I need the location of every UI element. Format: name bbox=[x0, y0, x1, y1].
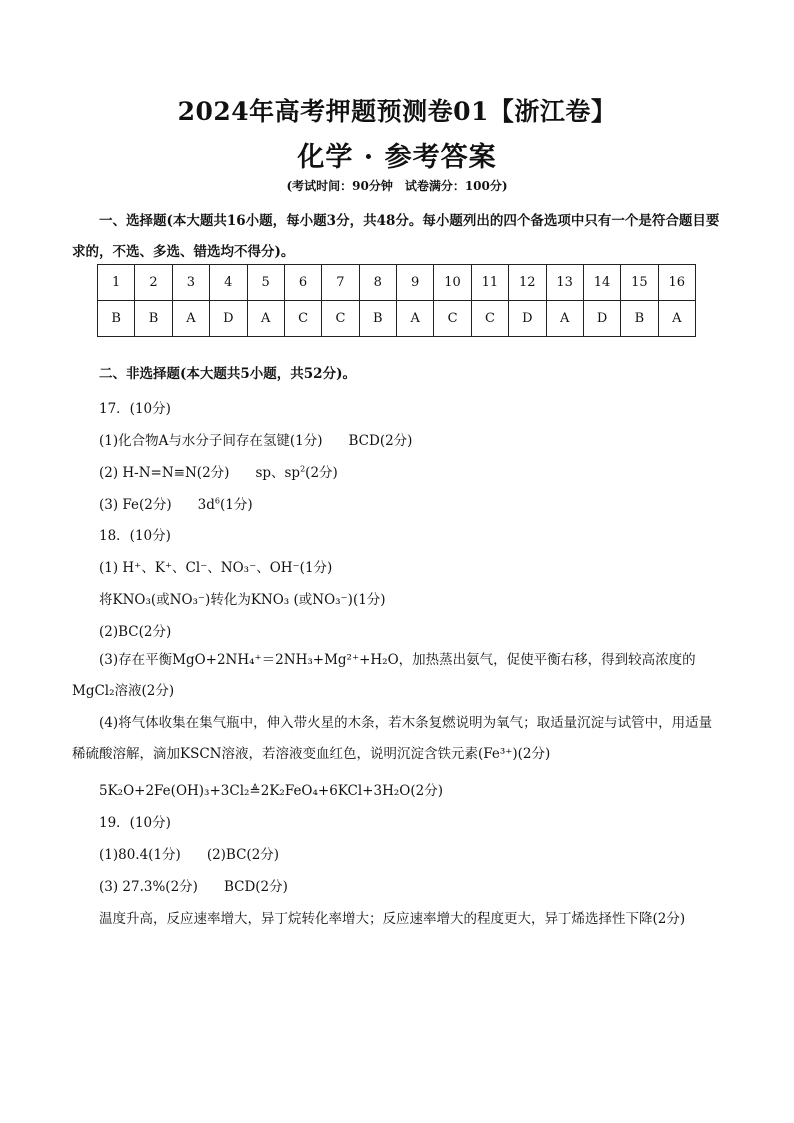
q18-part4: (4)将气体收集在集气瓶中，伸入带火星的木条，若木条复燃说明为氧气；取适量沉淀与试管中，用适量稀硫酸溶解，滴加KSCN溶液，若溶液变血红色，说明沉淀含铁元素(Fe³⁺)(2分) bbox=[72, 715, 713, 762]
question-number-cell: 7 bbox=[322, 265, 359, 301]
page-title: 2024年高考押题预测卷01【浙江卷】 bbox=[177, 97, 617, 126]
q18-title: 18．(10分) bbox=[99, 528, 171, 544]
answer-cell: C bbox=[471, 301, 508, 337]
q19-part3-answer-a: (3) 27.3%(2分) bbox=[99, 879, 198, 895]
q19-part3-answer-b: BCD(2分) bbox=[223, 879, 288, 895]
question-number-cell: 6 bbox=[284, 265, 321, 301]
q19-part1-answer-b: (2)BC(2分) bbox=[206, 847, 280, 863]
q19-part3-explanation: 温度升高，反应速率增大，异丁烷转化率增大；反应速率增大的程度更大，异丁烯选择性下降(2分) bbox=[99, 911, 686, 927]
page-subtitle: 化学 · 参考答案 bbox=[297, 142, 497, 173]
answer-cell: B bbox=[135, 301, 172, 337]
answer-cell: A bbox=[172, 301, 209, 337]
q19-part1 bbox=[99, 843, 279, 863]
question-number-cell: 12 bbox=[509, 265, 546, 301]
q18-part1: (1) H⁺、K⁺、Cl⁻、NO₃⁻、OH⁻(1分) bbox=[99, 560, 333, 576]
q17-part1 bbox=[99, 429, 412, 449]
question-number-cell: 8 bbox=[359, 265, 396, 301]
q17-part2-answer-a: (2) H-N=N≡N(2分) bbox=[99, 465, 230, 481]
answer-cell: B bbox=[621, 301, 658, 337]
q19-part3 bbox=[99, 875, 288, 895]
q19-part1-answer-a: (1)80.4(1分) bbox=[99, 847, 181, 863]
q18-part3: (3)存在平衡MgO+2NH₄⁺＝2NH₃+Mg²⁺+H₂O，加热蒸出氨气，促使平衡右移，得到较高浓度的MgCl₂溶液(2分) bbox=[72, 652, 696, 699]
q19-title: 19．(10分) bbox=[99, 815, 171, 831]
answer-cell: A bbox=[658, 301, 695, 337]
q17-part3 bbox=[99, 493, 253, 513]
question-number-cell: 5 bbox=[247, 265, 284, 301]
answer-cell: A bbox=[247, 301, 284, 337]
exam-info: (考试时间：90分钟 试卷满分：100分) bbox=[286, 179, 508, 193]
question-number-cell: 13 bbox=[546, 265, 583, 301]
question-number-cell: 15 bbox=[621, 265, 658, 301]
question-number-cell: 3 bbox=[172, 265, 209, 301]
answer-cell: A bbox=[546, 301, 583, 337]
answer-table-number-row bbox=[98, 265, 696, 301]
answer-cell: D bbox=[583, 301, 620, 337]
question-number-cell: 9 bbox=[397, 265, 434, 301]
answer-cell: C bbox=[284, 301, 321, 337]
section1-heading: 一、选择题(本大题共16小题，每小题3分，共48分。每小题列出的四个备选项中只有一个是符合题目要求的，不选、多选、错选均不得分)。 bbox=[72, 213, 720, 260]
answer-cell: A bbox=[397, 301, 434, 337]
answer-cell: C bbox=[434, 301, 471, 337]
q17-part2 bbox=[99, 461, 338, 481]
answer-cell: B bbox=[98, 301, 135, 337]
question-number-cell: 1 bbox=[98, 265, 135, 301]
answer-cell: D bbox=[509, 301, 546, 337]
q17-title: 17．(10分) bbox=[99, 401, 171, 417]
q17-part3-answer-a: (3) Fe(2分) bbox=[99, 497, 172, 513]
answer-table-answer-row bbox=[98, 301, 696, 337]
q17-part2-answer-b: sp、$sp^2(2$分) bbox=[255, 464, 338, 481]
q18-part5: 5K₂O+2Fe(OH)₃+3Cl₂≜2K₂FeO₄+6KCl+3H₂O(2分) bbox=[99, 783, 443, 799]
question-number-cell: 11 bbox=[471, 265, 508, 301]
question-number-cell: 14 bbox=[583, 265, 620, 301]
q18-part2: (2)BC(2分) bbox=[99, 624, 172, 640]
question-number-cell: 4 bbox=[210, 265, 247, 301]
answer-cell: B bbox=[359, 301, 396, 337]
answer-cell: D bbox=[210, 301, 247, 337]
answer-cell: C bbox=[322, 301, 359, 337]
question-number-cell: 10 bbox=[434, 265, 471, 301]
q17-part1-answer-b: BCD(2分) bbox=[348, 433, 413, 449]
q18-part1b: 将KNO₃(或NO₃⁻)转化为KNO₃ (或NO₃⁻)(1分) bbox=[99, 592, 386, 608]
q17-part3-answer-b: $3d^6(1$分) bbox=[197, 496, 253, 513]
answer-table bbox=[97, 264, 696, 337]
question-number-cell: 16 bbox=[658, 265, 695, 301]
question-number-cell: 2 bbox=[135, 265, 172, 301]
section2-heading: 二、非选择题(本大题共5小题，共52分)。 bbox=[99, 366, 356, 382]
q17-part1-answer-a: (1)化合物A与水分子间存在氢键(1分) bbox=[99, 433, 323, 449]
